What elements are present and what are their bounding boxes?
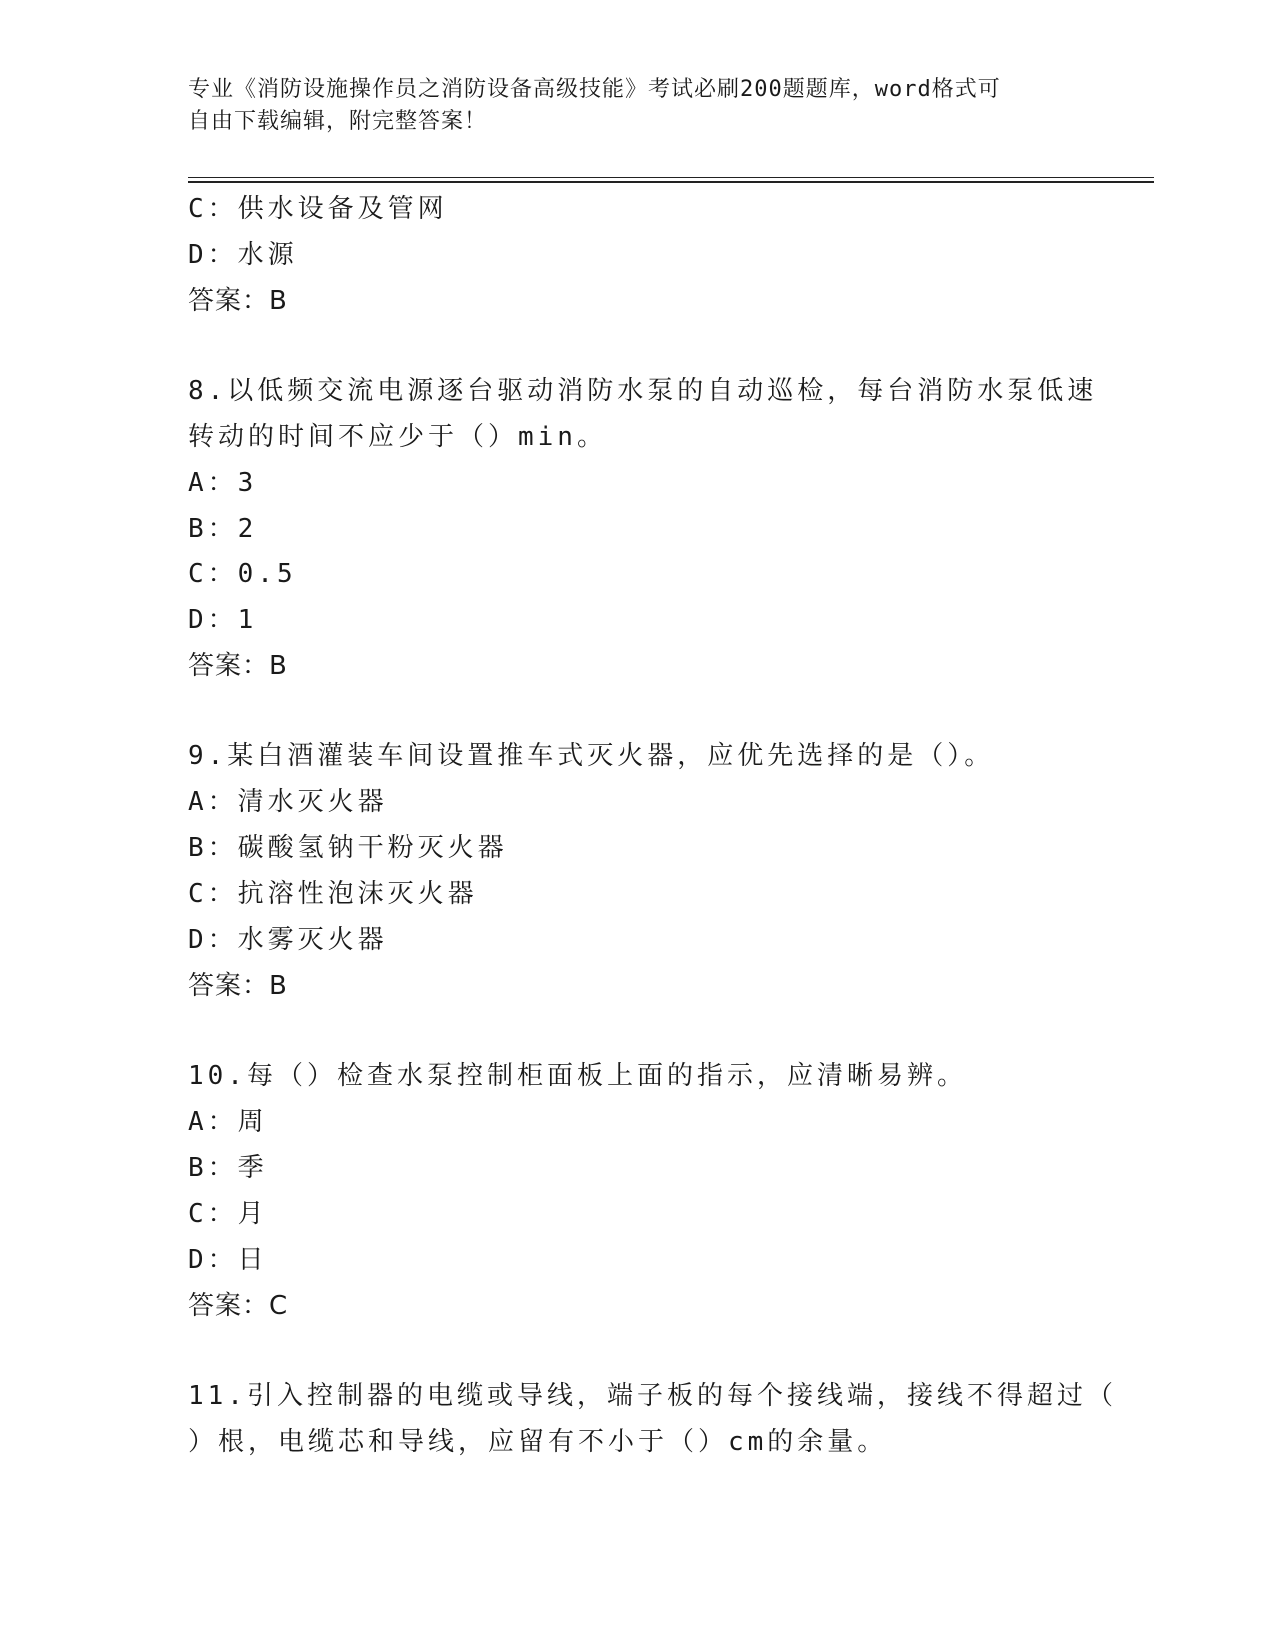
q7-option-c: C：供水设备及管网 [188, 194, 448, 224]
q8-option-c: C：0.5 [188, 559, 297, 589]
q10-option-b: B：季 [188, 1153, 268, 1183]
document-header [188, 74, 1068, 138]
header-divider-thin [188, 177, 1154, 178]
q9-answer: 答案：B [188, 971, 288, 1001]
q10-stem-line-1: 10.每（）检查水泵控制柜面板上面的指示，应清晰易辨。 [188, 1061, 967, 1091]
q8-stem-line-2: 转动的时间不应少于（）min。 [188, 422, 607, 452]
header-line-1: 专业《消防设施操作员之消防设备高级技能》考试必刷200题题库，word格式可 [188, 77, 1001, 102]
q9-option-c: C：抗溶性泡沫灭火器 [188, 879, 478, 909]
q10-answer: 答案：C [188, 1291, 289, 1321]
q11-stem-line-1: 11.引入控制器的电缆或导线，端子板的每个接线端，接线不得超过（ [188, 1381, 1117, 1411]
q8-option-a: A：3 [188, 468, 258, 498]
q9-stem-line-1: 9.某白酒灌装车间设置推车式灭火器，应优先选择的是（）。 [188, 741, 995, 771]
q9-option-d: D：水雾灭火器 [188, 925, 388, 955]
q11-stem-line-2: ）根，电缆芯和导线，应留有不小于（）cm的余量。 [188, 1427, 888, 1457]
q10-option-a: A：周 [188, 1107, 268, 1137]
header-divider-thick [188, 181, 1154, 183]
q9-option-a: A：清水灭火器 [188, 787, 388, 817]
q9-option-b: B：碳酸氢钠干粉灭火器 [188, 833, 508, 863]
q8-answer: 答案：B [188, 651, 288, 681]
q10-option-c: C：月 [188, 1199, 268, 1229]
q7-answer: 答案：B [188, 286, 288, 316]
q8-stem-line-1: 8.以低频交流电源逐台驱动消防水泵的自动巡检，每台消防水泵低速 [188, 376, 1098, 406]
q8-option-b: B：2 [188, 514, 258, 544]
header-line-2: 自由下载编辑，附完整答案！ [188, 109, 488, 134]
q7-option-d: D：水源 [188, 240, 298, 270]
q8-option-d: D：1 [188, 605, 258, 635]
q10-option-d: D：日 [188, 1245, 268, 1275]
